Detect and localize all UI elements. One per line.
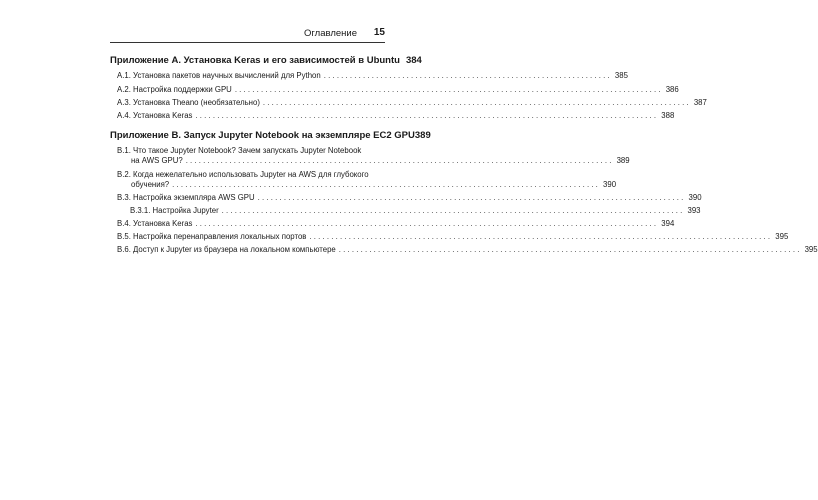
toc-entry-title: Настройка поддержки GPU	[133, 85, 232, 94]
toc-leader-dots: ..................................................................................................	[185, 156, 614, 165]
toc-entry	[117, 193, 702, 203]
toc-entry-number: В.5.	[117, 232, 131, 241]
toc-entry-title: Что такое Jupyter Notebook? Зачем запускать Jupyter Notebook	[133, 146, 362, 155]
toc-entry-page: 390	[688, 193, 702, 202]
toc-entry	[131, 180, 617, 190]
toc-entry-number: А.3.	[117, 98, 131, 107]
toc-entry-title: Настройка перенаправления локальных портов	[133, 232, 307, 241]
toc-entry-title: Настройка экземпляра AWS GPU	[133, 193, 255, 202]
toc-entry-number: А.2.	[117, 85, 131, 94]
toc-entry-title: Установка Theano (необязательно)	[133, 98, 260, 107]
toc-entry-title: Доступ к Jupyter из браузера на локальном компьютере	[133, 245, 336, 254]
toc-entry-page: 395	[804, 245, 818, 254]
toc-entry	[117, 71, 628, 81]
toc-entry-number: А.1.	[117, 71, 131, 80]
toc-entry-number: В.2.	[117, 170, 131, 179]
toc-entry-page: 386	[665, 85, 679, 94]
toc-entry-number: В.4.	[117, 219, 131, 228]
running-header-page-number: 15	[373, 27, 385, 38]
toc-entry-page: 394	[661, 219, 675, 228]
toc-entry-title: Установка Keras	[133, 219, 193, 228]
toc-entry	[117, 111, 675, 121]
toc-leader-dots: ..........................................................................................................	[221, 206, 685, 215]
toc-entry	[117, 85, 679, 95]
toc-chapter-appendix-a	[110, 55, 422, 67]
toc-chapter-title: Приложение В. Запуск Jupyter Notebook на экземпляре EC2 GPU	[110, 130, 415, 141]
toc-leader-dots: ..........................................................................................................	[195, 219, 659, 228]
header-rule	[110, 42, 385, 43]
running-header-title: Оглавление	[304, 28, 357, 39]
toc-entry	[117, 232, 789, 242]
toc-leader-dots: ..........................................................................................................	[338, 245, 802, 254]
toc-entry-title-continued: обучения?	[131, 180, 170, 189]
toc-entry	[117, 98, 707, 108]
toc-entry	[117, 245, 818, 255]
running-header	[110, 28, 385, 42]
toc-entry-number: В.3.1.	[130, 206, 151, 215]
toc-chapter-appendix-b	[110, 130, 431, 142]
toc-entry-title: Установка Keras	[133, 111, 193, 120]
toc-entry	[117, 219, 675, 229]
toc-chapter-title: Приложение А. Установка Keras и его зависимостей в Ubuntu	[110, 55, 400, 66]
toc-leader-dots: ..................................................................	[323, 71, 612, 80]
toc-chapter-page: 389	[414, 130, 431, 141]
toc-entry-page: 387	[693, 98, 707, 107]
toc-leader-dots: ..................................................................................................	[172, 180, 601, 189]
toc-leader-dots: ..........................................................................................................	[309, 232, 773, 241]
toc-entry	[131, 156, 630, 166]
toc-entry-first-line	[117, 170, 369, 180]
toc-entry-first-line	[117, 146, 361, 156]
toc-entry-number: В.3.	[117, 193, 131, 202]
toc-entry-page: 388	[661, 111, 675, 120]
toc-entry-page: 395	[775, 232, 789, 241]
toc-subentry	[130, 206, 701, 216]
toc-entry-number: В.6.	[117, 245, 131, 254]
toc-chapter-page: 384	[405, 55, 422, 66]
toc-entry-title-continued: на AWS GPU?	[131, 156, 183, 165]
toc-entry-title: Настройка Jupyter	[152, 206, 219, 215]
toc-entry-page: 385	[614, 71, 628, 80]
toc-leader-dots: ..................................................................................................	[262, 98, 691, 107]
toc-entry-number: А.4.	[117, 111, 131, 120]
toc-entry-page: 393	[687, 206, 701, 215]
toc-entry-page: 390	[603, 180, 617, 189]
toc-entry-page: 389	[616, 156, 630, 165]
toc-leader-dots: ..................................................................................................	[257, 193, 686, 202]
toc-leader-dots: ..........................................................................................................	[195, 111, 659, 120]
toc-entry-title: Установка пакетов научных вычислений для Python	[133, 71, 321, 80]
toc-entry-title: Когда нежелательно использовать Jupyter на AWS для глубокого	[133, 170, 369, 179]
toc-leader-dots: ..................................................................................................	[234, 85, 663, 94]
toc-entry-number: В.1.	[117, 146, 131, 155]
